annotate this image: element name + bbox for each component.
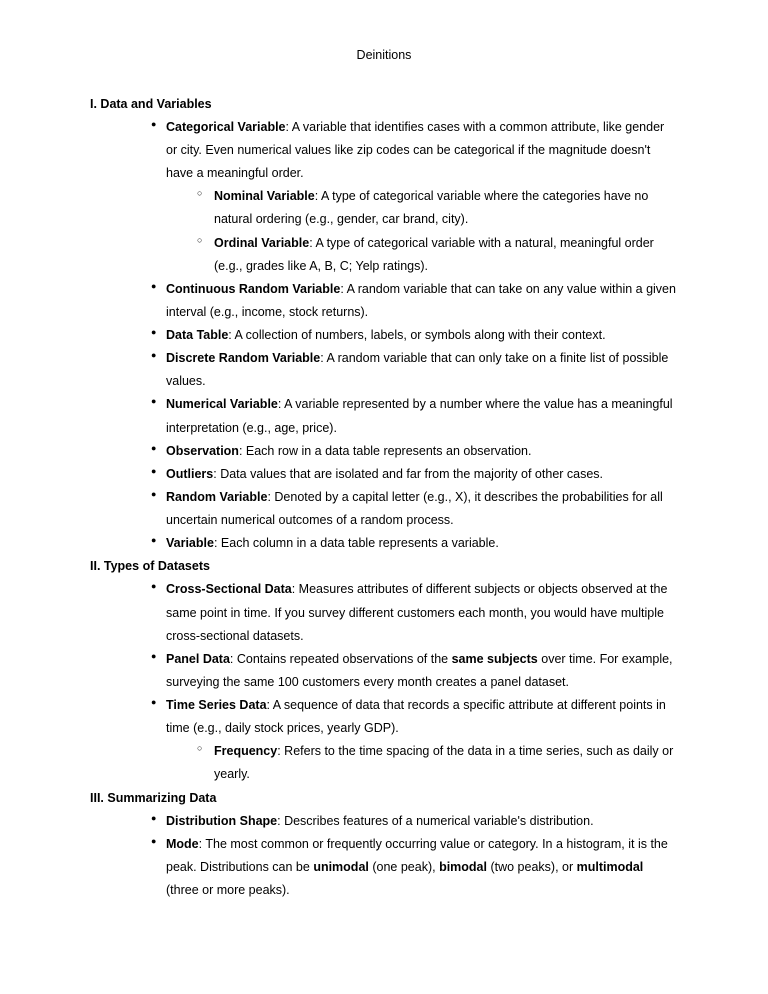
- entry-description: : Measures attributes of different subjects or objects observed at the same point in time. If you survey different customers each month, you would have multiple cross-sectional datasets.: [166, 582, 668, 643]
- entry-text-part: over time. For example, surveying the same 100 customers every month creates a panel dataset.: [166, 651, 673, 689]
- list-item: [90, 393, 678, 439]
- document-body: [90, 93, 678, 902]
- section-heading: II. Types of Datasets: [90, 559, 210, 574]
- entry-description: : Describes features of a numerical variable's distribution.: [277, 813, 594, 828]
- bullet-disc-icon: [151, 324, 156, 341]
- entry-emphasis: multimodal: [576, 859, 644, 874]
- bullet-disc-icon: [151, 347, 156, 364]
- entry-description: : A sequence of data that records a specific attribute at different points in time (e.g., daily stock prices, yearly GDP).: [166, 698, 666, 736]
- entry-description: : Data values that are isolated and far from the majority of other cases.: [213, 466, 604, 481]
- entry-description: : A type of categorical variable with a natural, meaningful order (e.g., grades like A, B, C; Yelp ratings).: [214, 235, 654, 273]
- bullet-circle-icon: [197, 185, 202, 202]
- sub-list-item: [166, 232, 678, 278]
- entry-term: Time Series Data: [166, 698, 267, 712]
- entry-text-part: : The most common or frequently occurring value or category. In a histogram, it is the peak. Distributions can be: [166, 836, 668, 874]
- entry-term: Numerical Variable: [166, 397, 278, 412]
- bullet-disc-icon: [151, 532, 156, 549]
- entry-description: : Each row in a data table represents an observation.: [238, 443, 532, 458]
- entry-text-part: (one peak),: [368, 859, 440, 874]
- entry-term: Categorical Variable: [166, 119, 286, 134]
- bullet-circle-icon: [197, 232, 202, 249]
- entry-term: Frequency: [214, 744, 278, 759]
- bullet-disc-icon: [151, 694, 156, 711]
- entry-term: Continuous Random Variable: [166, 281, 341, 296]
- entry-term: Random Variable: [166, 489, 268, 504]
- sub-list-item: [166, 740, 678, 786]
- entry-description: : Refers to the time spacing of the data in a time series, such as daily or yearly.: [214, 744, 674, 782]
- entry-emphasis: bimodal: [439, 859, 487, 874]
- bullet-disc-icon: [151, 648, 156, 665]
- list-item: [90, 347, 678, 393]
- bullet-disc-icon: [151, 578, 156, 595]
- list-item: [90, 810, 678, 833]
- list-item: [90, 440, 678, 463]
- entry-text-part: : Contains repeated observations of the: [229, 651, 452, 666]
- entry-term: Ordinal Variable: [214, 235, 310, 250]
- entry-term: Discrete Random Variable: [166, 351, 321, 366]
- entry-description: : A random variable that can only take on a finite list of possible values.: [166, 351, 669, 389]
- entry-description: : A random variable that can take on any value within a given interval (e.g., income, stock returns).: [166, 281, 676, 319]
- definition-list: [90, 578, 678, 786]
- entry-description: : Each column in a data table represents a variable.: [213, 536, 499, 551]
- bullet-disc-icon: [151, 440, 156, 457]
- entry-term: Outliers: [166, 466, 214, 481]
- sub-definition-list: [166, 740, 678, 786]
- entry-term: Data Table: [166, 328, 229, 342]
- sub-definition-list: [166, 185, 678, 278]
- entry-emphasis: same subjects: [451, 651, 538, 666]
- page-title: Deinitions: [356, 48, 412, 62]
- sub-list-item: [166, 185, 678, 231]
- entry-description: : A type of categorical variable where the categories have no natural ordering (e.g., gender, car brand, city).: [214, 189, 649, 227]
- entry-description: : A variable represented by a number where the value has a meaningful interpretation (e.g., age, price).: [166, 397, 673, 435]
- section-heading: I. Data and Variables: [90, 96, 212, 111]
- entry-term: Panel Data: [166, 651, 230, 666]
- list-item: [90, 486, 678, 532]
- list-item: [90, 648, 678, 694]
- list-item: [90, 324, 678, 347]
- list-item: [90, 532, 678, 555]
- entry-text-part: (two peaks), or: [486, 859, 577, 874]
- entry-term: Mode: [166, 836, 199, 851]
- entry-emphasis: unimodal: [313, 859, 369, 874]
- entry-term: Variable: [166, 536, 214, 551]
- bullet-disc-icon: [151, 393, 156, 410]
- entry-description: : A collection of numbers, labels, or symbols along with their context.: [228, 328, 606, 342]
- entry-term: Cross-Sectional Data: [166, 582, 292, 597]
- list-item: [90, 578, 678, 647]
- entry-term: Observation: [166, 443, 239, 458]
- entry-description: : Denoted by a capital letter (e.g., X), it describes the probabilities for all uncertain numerical outcomes of a random process.: [166, 489, 663, 527]
- list-item: [90, 463, 678, 486]
- entry-text-part: (three or more peaks).: [166, 883, 290, 897]
- definition-list: [90, 810, 678, 903]
- bullet-disc-icon: [151, 278, 156, 295]
- bullet-disc-icon: [151, 463, 156, 480]
- entry-description: : A variable that identifies cases with a common attribute, like gender or city. Even numerical values like zip codes can be categorical if the magnitude doesn't have a meaningful order.: [166, 119, 665, 181]
- section-heading: III. Summarizing Data: [90, 790, 217, 805]
- entry-term: Distribution Shape: [166, 813, 278, 828]
- bullet-disc-icon: [151, 116, 156, 133]
- bullet-circle-icon: [197, 740, 202, 757]
- list-item: [90, 278, 678, 324]
- list-item: [90, 833, 678, 902]
- bullet-disc-icon: [151, 833, 156, 850]
- bullet-disc-icon: [151, 810, 156, 827]
- entry-term: Nominal Variable: [214, 189, 315, 204]
- definition-list: [90, 116, 678, 555]
- list-item: [90, 694, 678, 787]
- bullet-disc-icon: [151, 486, 156, 503]
- list-item: [90, 116, 678, 278]
